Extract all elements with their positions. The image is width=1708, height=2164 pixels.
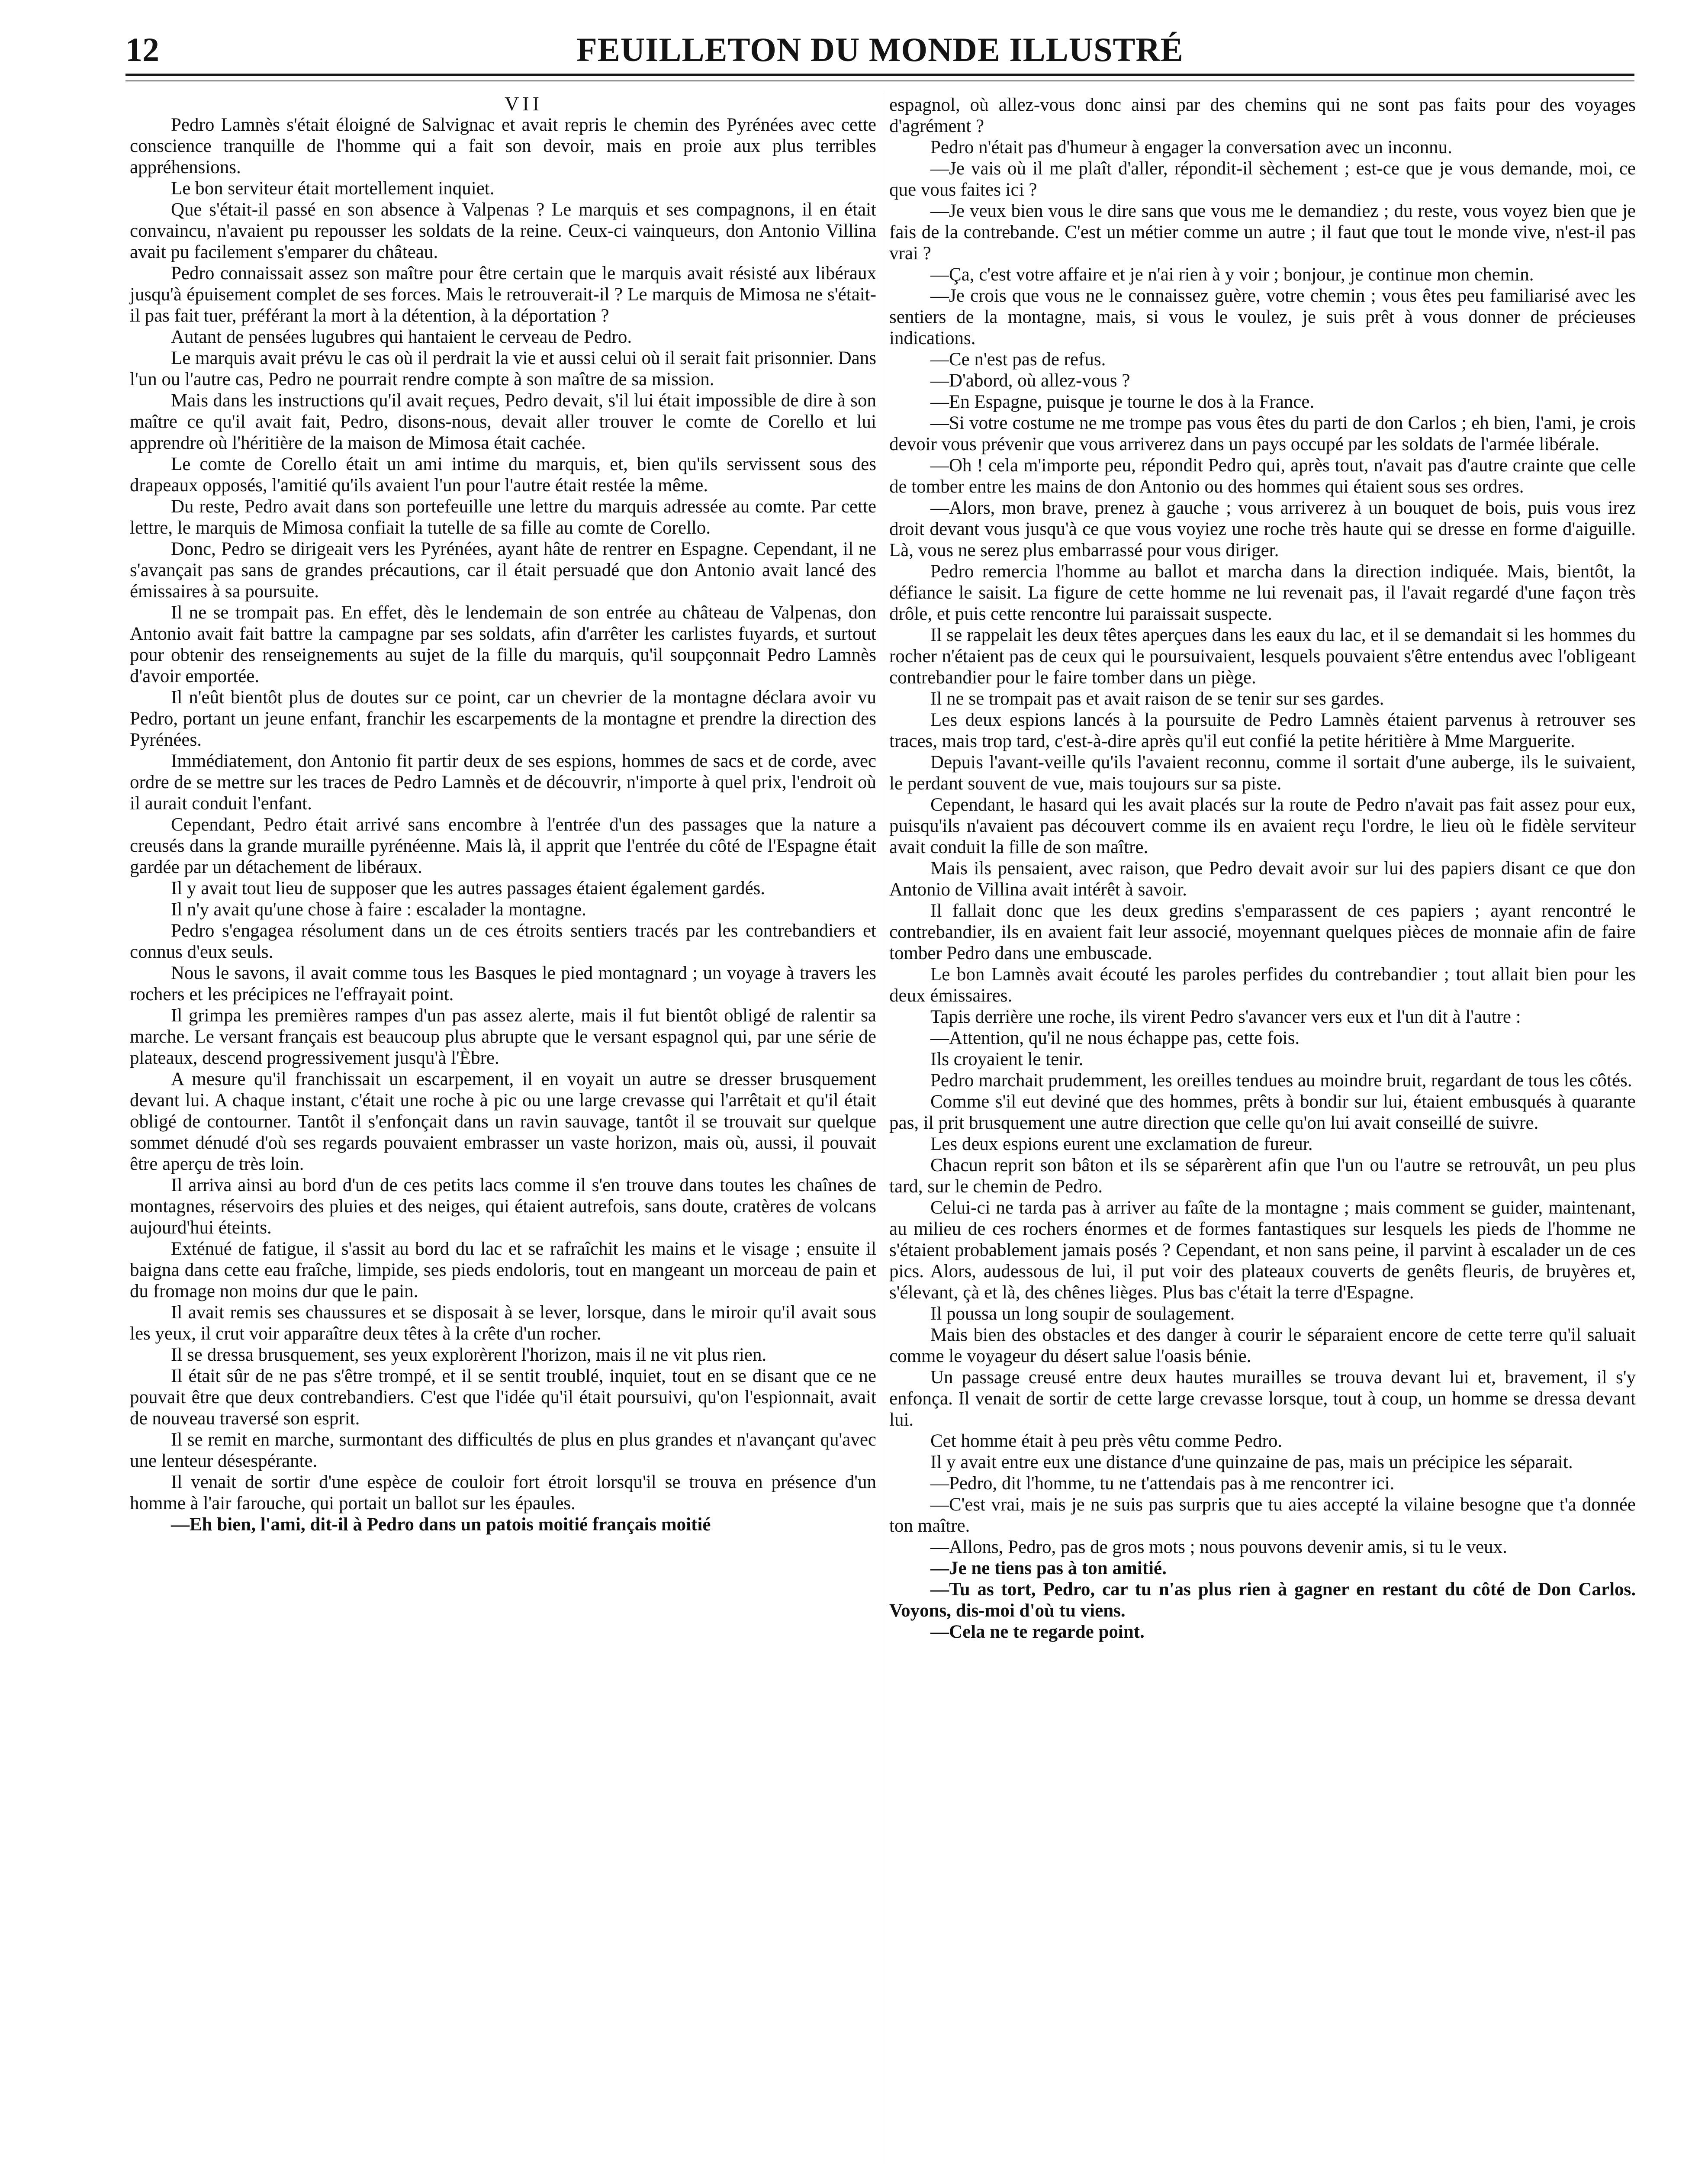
paragraph: Il y avait entre eux une distance d'une quinzaine de pas, mais un précipice les séparait. (930, 1452, 1573, 1472)
paragraph: Ils croyaient le tenir. (930, 1049, 1084, 1069)
page-number: 12 (125, 31, 159, 68)
paragraph: —Alors, mon brave, prenez à gauche ; vous arriverez à un bouquet de bois, puis vous irez droit devant vous jusqu'à ce que vous voyiez une roche très haute qui se dresse en forme d'aiguille. Là, vous ne serez plus embarrassé pour vous diriger. (889, 498, 1636, 560)
paragraph: —En Espagne, puisque je tourne le dos à la France. (930, 392, 1315, 412)
paragraph: —Tu as tort, Pedro, car tu n'as plus rien à gagner en restant du côté de Don Carlos. Voyons, dis-moi d'où tu viens. (889, 1579, 1636, 1621)
paragraph: Il ne se trompait pas. En effet, dès le lendemain de son entrée au château de Valpenas, don Antonio avait fait battre la campagne par ses soldats, afin d'arrêter les carlistes fuyards, et surtout pour obtenir des renseignements au sujet de la fille du marquis, qu'il soupçonnait Pedro Lamnès d'avoir emportée. (130, 602, 876, 686)
paragraph: Pedro Lamnès s'était éloigné de Salvignac et avait repris le chemin des Pyrénées avec cette conscience tranquille de l'homme qui a fait son devoir, mais en proie aux plus terribles appréhensions. (130, 115, 876, 177)
paragraph: Depuis l'avant-veille qu'ils l'avaient reconnu, comme il sortait d'une auberge, ils le suivaient, le perdant souvent de vue, mais toujours sur sa piste. (889, 752, 1636, 794)
paragraph: Mais ils pensaient, avec raison, que Pedro devait avoir sur lui des papiers disant ce que don Antonio de Villina avait intérêt à savoir. (889, 858, 1636, 900)
paragraph: —Ça, c'est votre affaire et je n'ai rien à y voir ; bonjour, je continue mon chemin. (930, 264, 1534, 285)
paragraph: Il grimpa les premières rampes d'un pas assez alerte, mais il fut bientôt obligé de ralentir sa marche. Le versant français est beaucoup plus abrupte que le versant espagnol qui, par une série de plateaux, descend progressivement jusqu'à l'Èbre. (130, 1005, 876, 1068)
paragraph: Du reste, Pedro avait dans son portefeuille une lettre du marquis adressée au comte. Par cette lettre, le marquis de Mimosa confiait la tutelle de sa fille au comte de Corello. (130, 496, 876, 538)
paragraph: Le bon serviteur était mortellement inquiet. (171, 178, 495, 199)
paragraph: —Ce n'est pas de refus. (930, 349, 1106, 370)
paragraph: —Allons, Pedro, pas de gros mots ; nous pouvons devenir amis, si tu le veux. (930, 1537, 1507, 1557)
paragraph: —Oh ! cela m'importe peu, répondit Pedro qui, après tout, n'avait pas d'autre crainte que celle de tomber entre les mains de don Antonio ou des hommes qui étaient sous ses ordres. (889, 455, 1636, 497)
paragraph: Il se dressa brusquement, ses yeux explorèrent l'horizon, mais il ne vit plus rien. (171, 1345, 767, 1365)
paragraph: Cependant, Pedro était arrivé sans encombre à l'entrée d'un des passages que la nature a creusés dans la grande muraille pyrénéenne. Mais là, il apprit que l'entrée du côté de l'Espagne était gardée par un détachement de libéraux. (130, 815, 876, 877)
paragraph: Celui-ci ne tarda pas à arriver au faîte de la montagne ; mais comment se guider, maintenant, au milieu de ces rochers énormes et de formes fantastiques sur lesquels les pieds de l'homme ne s'étaient probablement jamais posés ? Cependant, et non sans peine, il parvint à escalader un de ces pics. Alors, audessous de lui, il put voir des plateaux couverts de genêts fleuris, de bruyères et, s'élevant, çà et là, des chênes lièges. Plus bas c'était la terre d'Espagne. (889, 1198, 1636, 1303)
paragraph: Pedro s'engagea résolument dans un de ces étroits sentiers tracés par les contrebandiers et connus d'eux seuls. (130, 921, 876, 962)
paragraph: —Je crois que vous ne le connaissez guère, votre chemin ; vous êtes peu familiarisé avec les sentiers de la montagne, mais, si vous le voulez, je suis prêt à vous donner de précieuses indications. (889, 286, 1636, 348)
paragraph: Comme s'il eut deviné que des hommes, prêts à bondir sur lui, étaient embusqués à quarante pas, il prit brusquement une autre direction que celle qu'on lui avait conseillé de suivre. (889, 1092, 1636, 1133)
paragraph: Mais dans les instructions qu'il avait reçues, Pedro devait, s'il lui était impossible de dire à son maître ce qu'il avait fait, Pedro, disons-nous, devait aller trouver le comte de Corello et lui apprendre où l'héritière de la maison de Mimosa était cachée. (130, 390, 876, 453)
paragraph: —Je veux bien vous le dire sans que vous me le demandiez ; du reste, vous voyez bien que je fais de la contrebande. C'est un métier comme un autre ; il faut que tout le monde vive, n'est-il pas vrai ? (889, 201, 1636, 264)
paragraph: Mais bien des obstacles et des danger à courir le séparaient encore de cette terre qu'il saluait comme le voyageur du désert salue l'oasis bénie. (889, 1325, 1636, 1366)
paragraph: Les deux espions eurent une exclamation de fureur. (930, 1134, 1313, 1154)
running-title: FEUILLETON DU MONDE ILLUSTRÉ (576, 31, 1184, 68)
paragraph: espagnol, où allez-vous donc ainsi par des chemins qui ne sont pas faits pour des voyages d'agrément ? (889, 95, 1636, 136)
paragraph: Le comte de Corello était un ami intime du marquis, et, bien qu'ils servissent sous des drapeaux opposés, l'amitié qu'ils avaient l'un pour l'autre était restée la même. (130, 454, 876, 496)
right-column (889, 94, 1636, 1642)
paragraph: Il avait remis ses chaussures et se disposait à se lever, lorsque, dans le miroir qu'il avait sous les yeux, il crut voir apparaître deux têtes à la crête d'un rocher. (130, 1302, 876, 1344)
paragraph: Pedro remercia l'homme au ballot et marcha dans la direction indiquée. Mais, bientôt, la défiance le saisit. La figure de cette homme ne lui revenait pas, il l'avait regardé d'une façon très drôle, et puis cette rencontre lui paraissait suspecte. (889, 561, 1636, 624)
header-rule (125, 74, 1634, 76)
paragraph: Tapis derrière une roche, ils virent Pedro s'avancer vers eux et l'un dit à l'autre : (930, 1007, 1521, 1027)
paragraph: —Eh bien, l'ami, dit-il à Pedro dans un patois moitié français moitié (171, 1514, 711, 1535)
paragraph: Il n'y avait qu'une chose à faire : escalader la montagne. (171, 899, 586, 920)
paragraph: Pedro n'était pas d'humeur à engager la conversation avec un inconnu. (930, 137, 1452, 158)
paragraph: A mesure qu'il franchissait un escarpement, il en voyait un autre se dresser brusquement devant lui. A chaque instant, c'était une roche à pic ou une large crevasse qui l'arrêtait et qu'il était obligé de contourner. Tantôt il s'enfonçait dans un ravin sauvage, tantôt il se trouvait sur quelque sommet dénudé d'où ses regards pouvaient embrasser un vaste horizon, mais où, aussi, il pouvait être aperçu de très loin. (130, 1069, 876, 1174)
paragraph: Chacun reprit son bâton et ils se séparèrent afin que l'un ou l'autre se retrouvât, un peu plus tard, sur le chemin de Pedro. (889, 1155, 1636, 1197)
paragraph: —Cela ne te regarde point. (930, 1622, 1145, 1642)
paragraph: Il fallait donc que les deux gredins s'emparassent de ces papiers ; ayant rencontré le contrebandier, ils en avaient fait leur associé, moyennant quelques pièces de monnaie afin de faire tomber Pedro dans une embuscade. (889, 901, 1636, 963)
paragraph: Que s'était-il passé en son absence à Valpenas ? Le marquis et ses compagnons, il en était convaincu, n'avaient pu repousser les soldats de la reine. Ceux-ci vainqueurs, don Antonio Villina avait pu facilement s'emparer du château. (130, 200, 876, 262)
page-header (125, 30, 1634, 78)
chapter-heading: VII (505, 93, 543, 115)
paragraph: Pedro marchait prudemment, les oreilles tendues au moindre bruit, regardant de tous les côtés. (930, 1070, 1632, 1091)
paragraph: Exténué de fatigue, il s'assit au bord du lac et se rafraîchit les mains et le visage ; ensuite il baigna dans cette eau fraîche, limpide, ses pieds endoloris, tout en mangeant un morceau de pain et du fromage non moins dur que le pain. (130, 1239, 876, 1301)
paragraph: Il était sûr de ne pas s'être trompé, et il se sentit troublé, inquiet, tout en se disant que ce ne pouvait être que deux contrebandiers. C'est que l'idée qu'il était poursuivi, qu'on l'espionnait, avait de nouveau traversé son esprit. (130, 1366, 876, 1429)
paragraph: Cet homme était à peu près vêtu comme Pedro. (930, 1431, 1283, 1451)
paragraph: Nous le savons, il avait comme tous les Basques le pied montagnard ; un voyage à travers les rochers et les précipices ne l'effrayait point. (130, 963, 876, 1005)
paragraph: Il se remit en marche, surmontant des difficultés de plus en plus grandes et n'avançant qu'avec une lenteur désespérante. (130, 1430, 876, 1471)
paragraph: Le marquis avait prévu le cas où il perdrait la vie et aussi celui où il serait fait prisonnier. Dans l'un ou l'autre cas, Pedro ne pourrait rendre compte à son maître de sa mission. (130, 348, 876, 390)
paragraph: Autant de pensées lugubres qui hantaient le cerveau de Pedro. (171, 327, 632, 347)
paragraph: Pedro connaissait assez son maître pour être certain que le marquis avait résisté aux libéraux jusqu'à épuisement complet de ses forces. Mais le retrouverait-il ? Le marquis de Mimosa ne s'était-il pas fait tuer, préférant la mort à la détention, à la déportation ? (130, 263, 876, 326)
paragraph: Donc, Pedro se dirigeait vers les Pyrénées, ayant hâte de rentrer en Espagne. Cependant, il ne s'avançait pas sans de grandes précautions, car il était persuadé que don Antonio avait lancé des émissaires à sa poursuite. (130, 539, 876, 602)
paragraph: Il n'eût bientôt plus de doutes sur ce point, car un chevrier de la montagne déclara avoir vu Pedro, portant un jeune enfant, franchir les escarpements de la montagne et prendre la direction des Pyrénées. (130, 687, 876, 750)
paragraph: —Attention, qu'il ne nous échappe pas, cette fois. (930, 1028, 1300, 1048)
left-column (130, 93, 876, 1535)
paragraph: —Je vais où il me plaît d'aller, répondit-il sèchement ; est-ce que je vous demande, moi, ce que vous faites ici ? (889, 158, 1636, 200)
paragraph: —D'abord, où allez-vous ? (930, 370, 1130, 391)
paragraph: Le bon Lamnès avait écouté les paroles perfides du contrebandier ; tout allait bien pour les deux émissaires. (889, 964, 1636, 1006)
paragraph: Il ne se trompait pas et avait raison de se tenir sur ses gardes. (930, 689, 1384, 709)
paragraph: Les deux espions lancés à la poursuite de Pedro Lamnès étaient parvenus à retrouver ses traces, mais trop tard, c'est-à-dire après qu'il eut confié la petite héritière à Mme Marguerite. (889, 710, 1636, 751)
paragraph: Immédiatement, don Antonio fit partir deux de ses espions, hommes de sacs et de corde, avec ordre de se mettre sur les traces de Pedro Lamnès et de découvrir, n'importe à quel prix, l'endroit où il aurait conduit l'enfant. (130, 751, 876, 814)
paragraph: Il y avait tout lieu de supposer que les autres passages étaient également gardés. (171, 878, 766, 898)
paragraph: —Je ne tiens pas à ton amitié. (930, 1558, 1167, 1578)
paragraph: —Si votre costume ne me trompe pas vous êtes du parti de don Carlos ; eh bien, l'ami, je crois devoir vous prévenir que vous arriverez dans un pays occupé par les soldats de l'armée libérale. (889, 413, 1636, 454)
paragraph: —C'est vrai, mais je ne suis pas surpris que tu aies accepté la vilaine besogne que t'a donnée ton maître. (889, 1494, 1636, 1536)
paragraph: Il se rappelait les deux têtes aperçues dans les eaux du lac, et il se demandait si les hommes du rocher n'étaient pas de ceux qui le poursuivaient, lesquels pouvaient s'être entendus avec l'obligeant contrebandier pour le faire tomber dans un piège. (889, 625, 1636, 688)
paragraph: —Pedro, dit l'homme, tu ne t'attendais pas à me rencontrer ici. (930, 1473, 1395, 1494)
paragraph: Il poussa un long soupir de soulagement. (930, 1304, 1235, 1324)
paragraph: Un passage creusé entre deux hautes murailles se trouva devant lui et, bravement, il s'y enfonça. Il venait de sortir de cette large crevasse lorsque, tout à coup, un homme se dressa devant lui. (889, 1367, 1636, 1430)
paragraph: Il venait de sortir d'une espèce de couloir fort étroit lorsqu'il se trouva en présence d'un homme à l'air farouche, qui portait un ballot sur les épaules. (130, 1472, 876, 1514)
paragraph: Il arriva ainsi au bord d'un de ces petits lacs comme il s'en trouve dans toutes les chaînes de montagnes, réservoirs des pluies et des neiges, qui étaient autrefois, sans doute, cratères de volcans aujourd'hui éteints. (130, 1175, 876, 1238)
paragraph: Cependant, le hasard qui les avait placés sur la route de Pedro n'avait pas fait assez pour eux, puisqu'ils n'avaient pas découvert comme ils en avaient reçu l'ordre, le lieu où le fidèle serviteur avait conduit la fille de son maître. (889, 795, 1636, 857)
